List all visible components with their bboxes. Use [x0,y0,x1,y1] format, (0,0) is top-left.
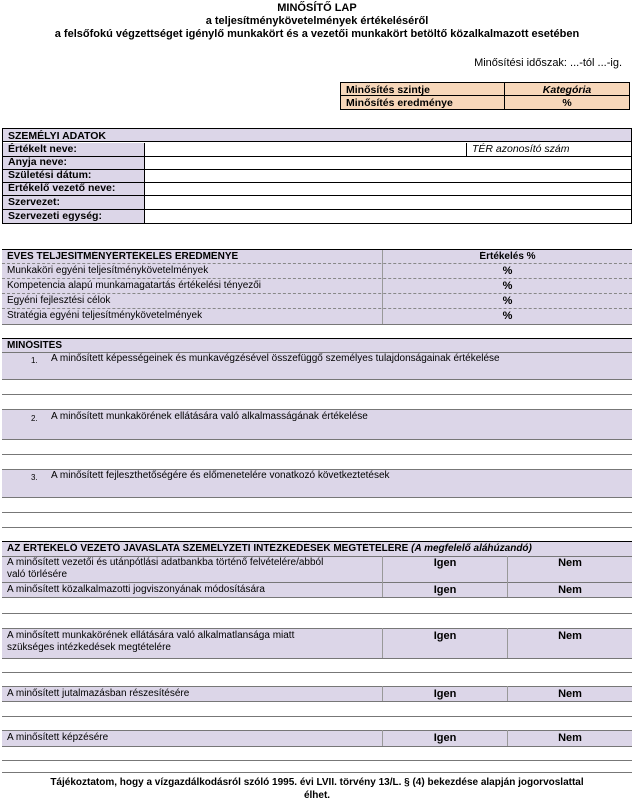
rating-item-text: A minősített képességeinek és munkavégzésével összefüggő személyes tulajdonságainak értékelése [51,353,500,364]
no-option[interactable]: Nem [558,584,582,596]
field-org-unit: Szervezeti egység: [8,210,102,222]
proposal-section [2,541,632,773]
annual-eval-title: ÉVES TELJESÍTMÉNYÉRTÉKELÉS EREDMÉNYE [7,251,239,262]
personal-data-table [2,128,632,224]
personal-data-title: SZEMÉLYI ADATOK [8,130,107,142]
field-evaluator-name: Értékelő vezető neve: [8,182,116,194]
proposal-title-note: (A megfelelő aláhúzandó) [411,543,532,554]
rating-period: Minősítési időszak: ...-tól ...-ig. [474,57,622,69]
rating-item-text: A minősített fejleszthetőségére és előmenetelére vonatkozó következtetések [51,470,390,481]
proposal-item-text: A minősített vezetői és utánpótlási adatbankba történő felvételére/abból [7,557,324,568]
result-label: Minősítés eredménye [346,97,453,109]
legal-notice: Tájékoztatom, hogy a vízgazdálkodásról szóló 1995. évi LVII. törvény 13/L. § (4) bekezdése alapján jogorvoslattal [50,777,584,788]
proposal-item-text: szükséges intézkedések megtételére [7,642,171,653]
rating-item-number: 1. [31,356,38,365]
form-subtitle-2: a felsőfokú végzettséget igénylő munkakört és a vezetői munkakört betöltő közalkalmazott esetében [54,28,580,40]
yes-option[interactable]: Igen [433,584,457,596]
level-value: Kategória [542,84,592,96]
yes-option[interactable]: Igen [433,630,457,642]
yes-option[interactable]: Igen [433,732,457,744]
annual-row-label: Egyéni fejlesztési célok [7,295,111,306]
no-option[interactable]: Nem [558,732,582,744]
form-title: MINŐSÍTŐ LAP [277,2,357,14]
yes-option[interactable]: Igen [433,557,457,569]
proposal-title-text: AZ ÉRTÉKELŐ VEZETŐ JAVASLATA SZEMÉLYZETI INTÉZKEDÉSEK MEGTÉTELÉRE [7,543,409,554]
rating-item-number: 2. [31,414,38,423]
proposal-title [4,543,535,555]
annual-row-value: % [502,265,513,277]
rating-title: MINŐSÍTÉS [7,340,63,351]
proposal-item-text: A minősített képzésére [7,732,109,743]
rating-item-text: A minősített munkakörének ellátására való alkalmasságának értékelése [51,411,368,422]
rating-item-number: 3. [31,473,38,482]
proposal-item-text: A minősített munkakörének ellátására való alkalmatlansága miatt [7,630,295,641]
result-value: % [562,97,572,109]
proposal-item-text: A minősített jutalmazásban részesítésére [7,688,190,699]
no-option[interactable]: Nem [558,688,582,700]
level-label: Minősítés szintje [346,84,431,96]
legal-notice-2: élhet. [303,790,331,801]
field-birth-date: Születési dátum: [8,169,92,181]
field-mother-name: Anyja neve: [8,156,67,168]
annual-row-label: Stratégia egyéni teljesítménykövetelmények [7,310,203,321]
field-evaluated-name: Értékelt neve: [8,143,77,155]
summary-box [340,82,630,110]
annual-row-value: % [502,295,513,307]
proposal-item-text: A minősített közalkalmazotti jogviszonyának módosítására [7,584,265,595]
no-option[interactable]: Nem [558,630,582,642]
annual-eval-col: Értékelés % [479,251,536,262]
annual-row-label: Kompetencia alapú munkamagatartás értékelési tényezői [7,280,262,291]
no-option[interactable]: Nem [558,557,582,569]
rating-section [2,338,632,528]
ter-id-label: TÉR azonosító szám [472,143,570,155]
form-subtitle: a teljesítménykövetelmények értékeléséről [205,15,429,27]
annual-eval-table [2,249,632,325]
annual-row-value: % [502,310,513,322]
annual-row-value: % [502,280,513,292]
annual-row-label: Munkaköri egyéni teljesítménykövetelmények [7,265,209,276]
yes-option[interactable]: Igen [433,688,457,700]
proposal-item-text: való törlésére [7,569,68,580]
field-organization: Szervezet: [8,196,60,208]
